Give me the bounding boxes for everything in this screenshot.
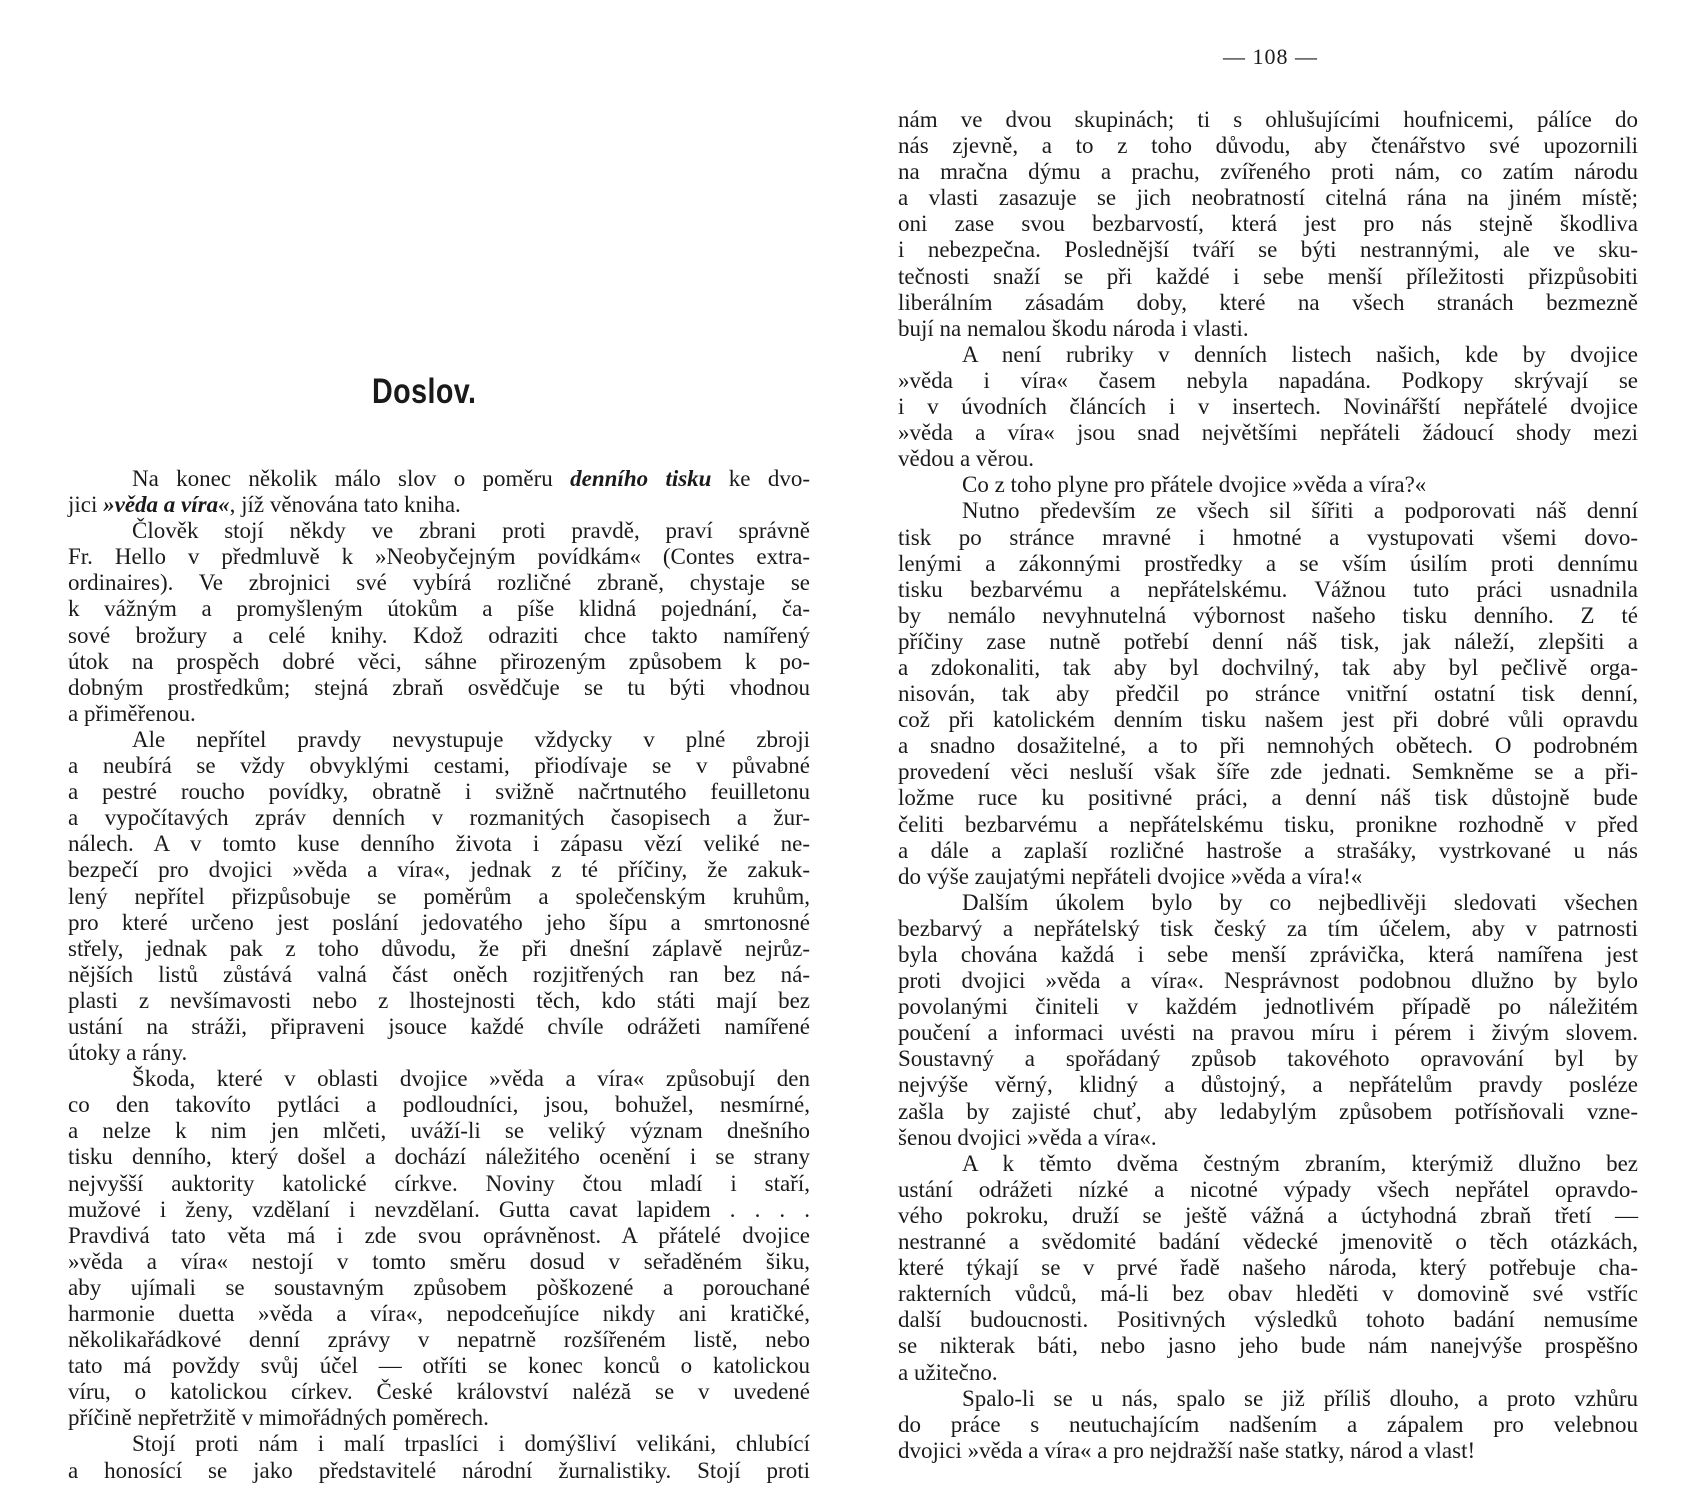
text-line: a honosící se jako představitelé národní žurnalistiky. Stojí proti [68, 1457, 810, 1483]
text-line: nálech. A v tomto kuse denního života i zápasu vězí veliké ne- [68, 831, 810, 857]
text-line: Co z toho plyne pro přátele dvojice »věda a víra?« [962, 472, 1427, 498]
text-line: několikařádkové denní zprávy v nepatrně rozšířeném listě, nebo [68, 1327, 810, 1353]
text-line: tato má povždy svůj účel — otříti se konec konců o katolickou [68, 1353, 810, 1379]
text-line: A k těmto dvěma čestným zbraním, kterýmiž dlužno bez [962, 1150, 1638, 1176]
text-line: a nelze k nim jen mlčeti, uváží-li se veliký význam dnešního [68, 1118, 810, 1144]
text-line: ložme ruce ku positivné práci, a denní náš tisk důstojně bude [898, 785, 1638, 811]
text-line: rakterních vůdců, má-li bez obav hleděti v domovině své vstříc [898, 1281, 1638, 1307]
text-line: tisku denního, který došel a dochází náležitého ocenění i se strany [68, 1144, 810, 1170]
text-line: lenými a zákonnými prostředky a se vším úsilím proti dennímu [898, 550, 1638, 576]
chapter-title: Doslov. [372, 372, 477, 411]
right-page [843, 0, 1686, 1500]
text-line: zašla by zajisté chuť, aby ledabylým způsobem potřísňovali vzne- [898, 1098, 1638, 1124]
text-line: Stojí proti nám i malí trpaslíci i domýšliví velikáni, chlubící [132, 1431, 810, 1457]
text-line: Člověk stojí někdy ve zbrani proti pravdě, praví správně [132, 518, 810, 544]
text-line: plasti z nevšímavosti nebo z lhostejnosti těch, kdo státi mají bez [68, 987, 810, 1013]
text-line: do výše zaujatými nepřáteli dvojice »věda a víra!« [898, 863, 1363, 889]
text-line: a snadno dosažitelné, a to při nemnohých obětech. O podrobném [898, 733, 1638, 759]
text-line: ustání na stráži, připraveni jsouce každé chvíle odrážeti namířené [68, 1013, 810, 1039]
text-line: k vážným a promyšleným útokům a píše klidná pojednání, ča- [68, 596, 810, 622]
text-line: pro které určeno jest poslání jedovatého jeho šípu a smrtonosné [68, 909, 810, 935]
text-line: a neubírá se vždy obvyklými cestami, přiodívaje se v půvabné [68, 753, 810, 779]
text-line: tisku bezbarvému a nepřátelskému. Vážnou tuto práci usnadnila [898, 576, 1638, 602]
text-line: mužové i ženy, vzdělaní i nevzdělaní. Gutta cavat lapidem . . . . [68, 1196, 810, 1222]
text-line: oni zase svou bezbarvostí, která jest pro nás stejně škodliva [898, 211, 1638, 237]
text-line: Škoda, které v oblasti dvojice »věda a víra« způsobují den [132, 1066, 810, 1092]
text-line: Soustavný a spořádaný způsob takovéhoto opravování byl by [898, 1046, 1638, 1072]
text-line: příčiny zase nutně potřebí denní náš tisk, jak náleží, zlepšiti a [898, 628, 1638, 654]
text-line: i v úvodních článcích i v insertech. Novinářští nepřátelé dvojice [898, 394, 1638, 420]
text-line: Dalším úkolem bylo by co nejbedlivěji sledovati všechen [962, 889, 1638, 915]
text-line: tisk po stránce mravné i hmotné a vystupovati všemi dovo- [898, 524, 1638, 550]
text-line: A není rubriky v denních listech našich, kde by dvojice [962, 341, 1638, 367]
text-line: Nutno především ze všech sil šířiti a podporovati náš denní [962, 498, 1638, 524]
text-line: vědou a věrou. [898, 446, 1035, 472]
text-line: nás zjevně, a to z toho důvodu, aby čtenářstvo své upozornili [898, 133, 1638, 159]
text-line: aby ujímali se soustavným způsobem pòškozené a porouchané [68, 1274, 810, 1300]
text-line: a zdokonaliti, tak aby byl dochvilný, tak aby byl pečlivě orga- [898, 654, 1638, 680]
text-line: bezbarvý a nepřátelský tisk český za tím účelem, aby v patrnosti [898, 915, 1638, 941]
text-line: nám ve dvou skupinách; ti s ohlušujícími houfnicemi, pálíce do [898, 107, 1638, 132]
text-line: jici »věda a víra«, jíž věnována tato kniha. [68, 492, 461, 518]
text-line: a vlasti zasazuje se jich neobratností citelná rána na jiném místě; [898, 185, 1638, 211]
text-line: ustání odrážeti nízké a nicotné výpady všech nepřátel opravdo- [898, 1176, 1638, 1202]
text-line: nejvyšší auktority katolické církve. Noviny čtou mladí i staří, [68, 1170, 810, 1196]
text-line: lený nepřítel přizpůsobuje se poměrům a společenským kruhům, [68, 883, 810, 909]
text-line: šenou dvojici »věda a víra«. [898, 1124, 1157, 1150]
text-line: dvojici »věda a víra« a pro nejdražší naše statky, národ a vlast! [898, 1437, 1476, 1463]
text-line: nejvýše věrný, klidný a důstojný, a nepřátelům pravdy posléze [898, 1072, 1638, 1098]
text-line: povolanými činiteli v každém jednotlivém případě po náležitém [898, 994, 1638, 1020]
page-number: — 108 — [1223, 44, 1318, 69]
text-line: na mračna dýmu a prachu, zvířeného proti nám, co zatím národu [898, 159, 1638, 185]
text-line: nestranné a svědomité badání vědecké jmenovitě o těch otázkách, [898, 1229, 1638, 1255]
text-line: a pestré roucho povídky, obratně i svižně načrtnutého feuilletonu [68, 779, 810, 805]
text-line: i nebezpečna. Poslednější tváří se býti nestrannými, ale ve sku- [898, 237, 1638, 263]
text-line: by nemálo nevyhnutelná výbornost našeho tisku denního. Z té [898, 602, 1638, 628]
text-line: »věda i víra« časem nebyla napadána. Podkopy skrývají se [898, 367, 1638, 393]
text-line: liberálním zásadám doby, které na všech stranách bezmezně [898, 289, 1638, 315]
text-line: další budoucnosti. Positivných výsledků tohoto badání nemusíme [898, 1307, 1638, 1333]
text-line: Spalo-li se u nás, spalo se již příliš dlouho, a proto vzhůru [962, 1385, 1638, 1411]
text-line: což při katolickém denním tisku našem jest při dobré vůli opravdu [898, 707, 1638, 733]
text-line: útok na prospěch dobré věci, sáhne přirozeným způsobem k po- [68, 648, 810, 674]
text-line: Fr. Hello v předmluvě k »Neobyčejným povídkám« (Contes extra- [68, 544, 810, 570]
text-line: příčině nepřetržitě v mimořádných poměrech. [68, 1405, 489, 1431]
text-line: tečnosti snaží se při každé i sebe menší příležitosti přizpůsobiti [898, 263, 1638, 289]
text-line: bezpečí pro dvojici »věda a víra«, jednak z té příčiny, že zakuk- [68, 857, 810, 883]
left-text-column [68, 466, 810, 1484]
text-line: poučení a informaci uvésti na pravou míru i pérem i živým slovem. [898, 1020, 1638, 1046]
text-line: a užitečno. [898, 1359, 998, 1385]
text-line: »věda a víra« jsou snad největšími nepřáteli žádoucí shody mezi [898, 420, 1638, 446]
text-line: víru, o katolickou církev. České království naléză se v uvedené [68, 1379, 810, 1405]
text-line: do práce s neutuchajícím nadšením a zápalem pro velebnou [898, 1411, 1638, 1437]
right-text-column [898, 107, 1638, 1464]
text-line: proti dvojici »věda a víra«. Nesprávnost podobnou dlužno by bylo [898, 968, 1638, 994]
text-line: Pravdivá tato věta má i zde svou oprávněnost. A přátelé dvojice [68, 1222, 810, 1248]
text-line: nisován, tak aby předčil po stránce vnitřní ostatní tisk denní, [898, 681, 1638, 707]
text-line: a vypočítavých zpráv denních v rozmanitých časopisech a žur- [68, 805, 810, 831]
text-line: a dále a zaplaší rozličné hastroše a strašáky, vystrkované u nás [898, 837, 1638, 863]
text-line: které týkají se v prvé řadě našeho národa, který potřebuje cha- [898, 1255, 1638, 1281]
text-line: nějších listů zůstává valná část oněch rozjitřených ran bez ná- [68, 961, 810, 987]
text-line: vého pokroku, druží se ještě vážná a úctyhodná zbraň třetí — [898, 1202, 1638, 1228]
text-line: byla chována každá i sebe menší zprávička, která namířena jest [898, 942, 1638, 967]
text-line: se nikterak báti, nebo jasno jeho bude nám nanejvýše prospěšno [898, 1333, 1638, 1359]
text-line: »věda a víra« nestojí v tomto směru dosud v seřaděném šiku, [68, 1248, 810, 1274]
text-line: dobným prostředkům; stejná zbraň osvědčuje se tu býti vhodnou [68, 674, 810, 700]
text-line: sové brožury a celé knihy. Kdož odraziti chce takto namířený [68, 622, 810, 648]
text-line: střely, jednak pak z toho důvodu, že při dnešní záplavě nejrůz- [68, 935, 810, 961]
text-line: čeliti bezbarvému a nepřátelskému tisku, pronikne rozhodně v před [898, 811, 1638, 837]
text-line: útoky a rány. [68, 1040, 188, 1066]
text-line: provedení věci nesluší však šíře zde jednati. Semkněme se a při- [898, 759, 1638, 785]
text-line: a přiměřenou. [68, 700, 196, 726]
text-line: co den takovíto pytláci a podloudníci, jsou, bohužel, nesmírné, [68, 1092, 810, 1118]
text-line: Ale nepřítel pravdy nevystupuje vždycky v plné zbroji [132, 726, 810, 752]
text-line: Na konec několik málo slov o poměru denního tisku ke dvo- [132, 466, 810, 491]
text-line: harmonie duetta »věda a víra«, nepodceňujíce nikdy ani kratičké, [68, 1301, 810, 1326]
text-line: ordinaires). Ve zbrojnici své vybírá rozličné zbraně, chystaje se [68, 570, 810, 596]
text-line: bují na nemalou škodu národa i vlasti. [898, 315, 1249, 341]
